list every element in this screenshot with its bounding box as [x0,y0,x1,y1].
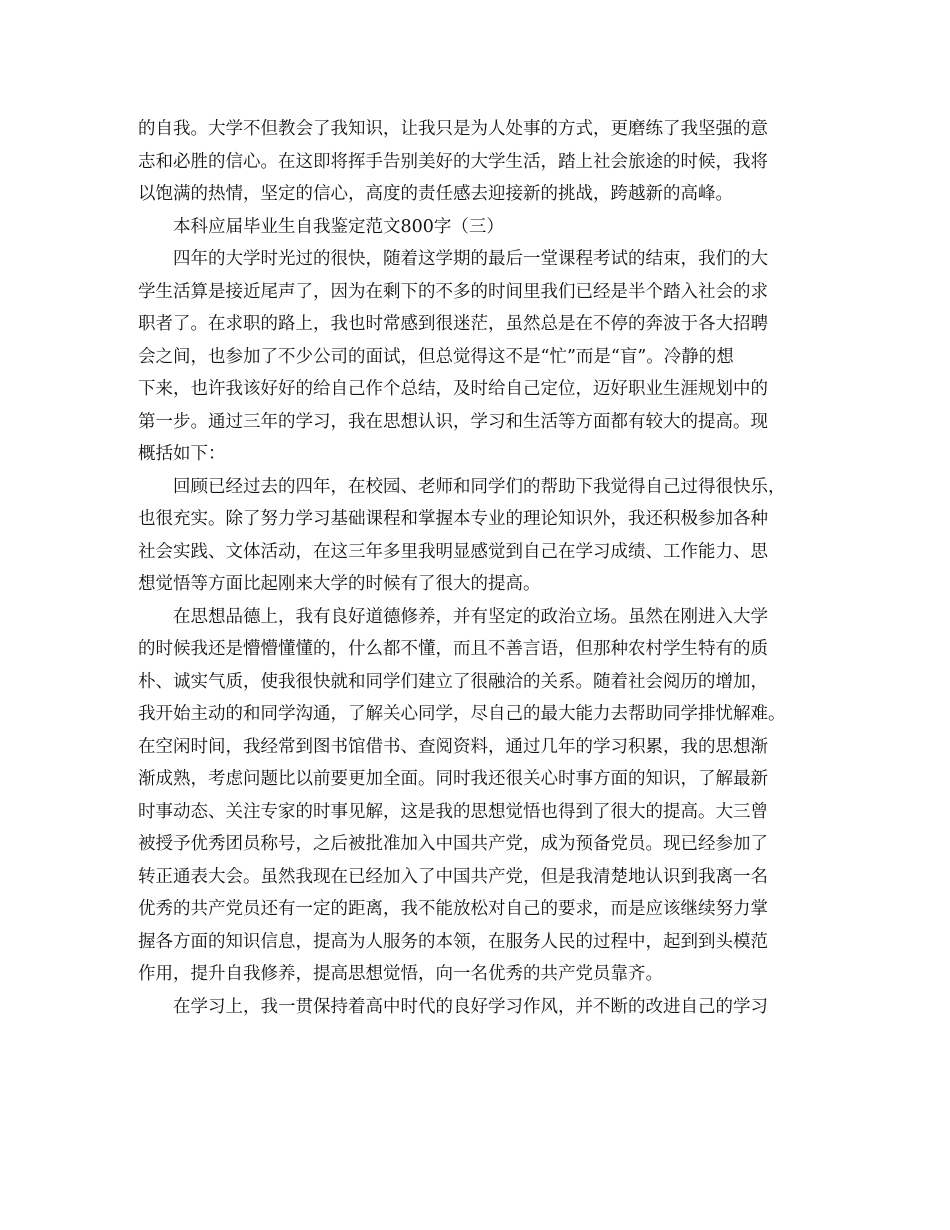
text-line: 回顾已经过去的四年，在校园、老师和同学们的帮助下我觉得自己过得很快乐， [173,476,786,497]
section-heading: 本科应届毕业生自我鉴定范文800字（三） [173,216,504,237]
text-line: 第一步。通过三年的学习，我在思想认识，学习和生活等方面都有较大的提高。现 [138,411,768,432]
text-line: 我开始主动的和同学沟通，了解关心同学，尽自己的最大能力去帮助同学排忧解难。 [138,704,786,724]
text-line: 四年的大学时光过的很快，随着这学期的最后一堂课程考试的结束，我们的大 [173,249,768,269]
text-line: 在学习上，我一贯保持着高中时代的良好学习作风，并不断的改进自己的学习 [173,996,768,1017]
text-line: 会之间，也参加了不少公司的面试，但总觉得这不是“忙”而是“盲”。冷静的想 [138,346,734,367]
text-line: 概括如下： [138,444,226,464]
text-line: 作用，提升自我修养，提高思想觉悟，向一名优秀的共产党员靠齐。 [138,964,663,984]
text-line: 渐成熟，考虑问题比以前要更加全面。同时我还很关心时事方面的知识，了解最新 [138,769,768,789]
text-line: 社会实践、文体活动，在这三年多里我明显感觉到自己在学习成绩、工作能力、思 [138,541,768,562]
text-line: 被授予优秀团员称号，之后被批准加入中国共产党，成为预备党员。现已经参加了 [138,834,768,854]
text-line: 握各方面的知识信息，提高为人服务的本领，在服务人民的过程中，起到到头模范 [138,931,768,952]
text-line: 职者了。在求职的路上，我也时常感到很迷茫，虽然总是在不停的奔波于各大招聘 [138,314,768,334]
text-line: 想觉悟等方面比起刚来大学的时候有了很大的提高。 [138,574,541,594]
text-line: 学生活算是接近尾声了，因为在剩下的不多的时间里我们已经是半个踏入社会的求 [138,281,768,302]
text-line: 在空闲时间，我经常到图书馆借书、查阅资料，通过几年的学习积累，我的思想渐 [138,736,768,757]
text-line: 转正通表大会。虽然我现在已经加入了中国共产党，但是我清楚地认识到我离一名 [138,866,768,887]
text-line: 在思想品德上，我有良好道德修养，并有坚定的政治立场。虽然在刚进入大学 [173,606,768,627]
text-line: 下来，也许我该好好的给自己作个总结，及时给自己定位，迈好职业生涯规划中的 [138,379,768,399]
text-line: 的自我。大学不但教会了我知识，让我只是为人处事的方式，更磨练了我坚强的意 [138,119,768,139]
text-line: 的时候我还是懵懵懂懂的，什么都不懂，而且不善言语，但那种农村学生特有的质 [138,639,768,659]
text-line: 朴、诚实气质，使我很快就和同学们建立了很融洽的关系。随着社会阅历的增加， [138,671,768,692]
text-line: 优秀的共产党员还有一定的距离，我不能放松对自己的要求，而是应该继续努力掌 [138,899,768,919]
text-line: 志和必胜的信心。在这即将挥手告别美好的大学生活，踏上社会旅途的时候，我将 [138,151,768,172]
text-line: 也很充实。除了努力学习基础课程和掌握本专业的理论知识外，我还积极参加各种 [138,509,768,529]
text-line: 以饱满的热情，坚定的信心，高度的责任感去迎接新的挑战，跨越新的高峰。 [138,184,733,204]
text-line: 时事动态、关注专家的时事见解，这是我的思想觉悟也得到了很大的提高。大三曾 [138,801,768,822]
document-body [138,113,828,1023]
